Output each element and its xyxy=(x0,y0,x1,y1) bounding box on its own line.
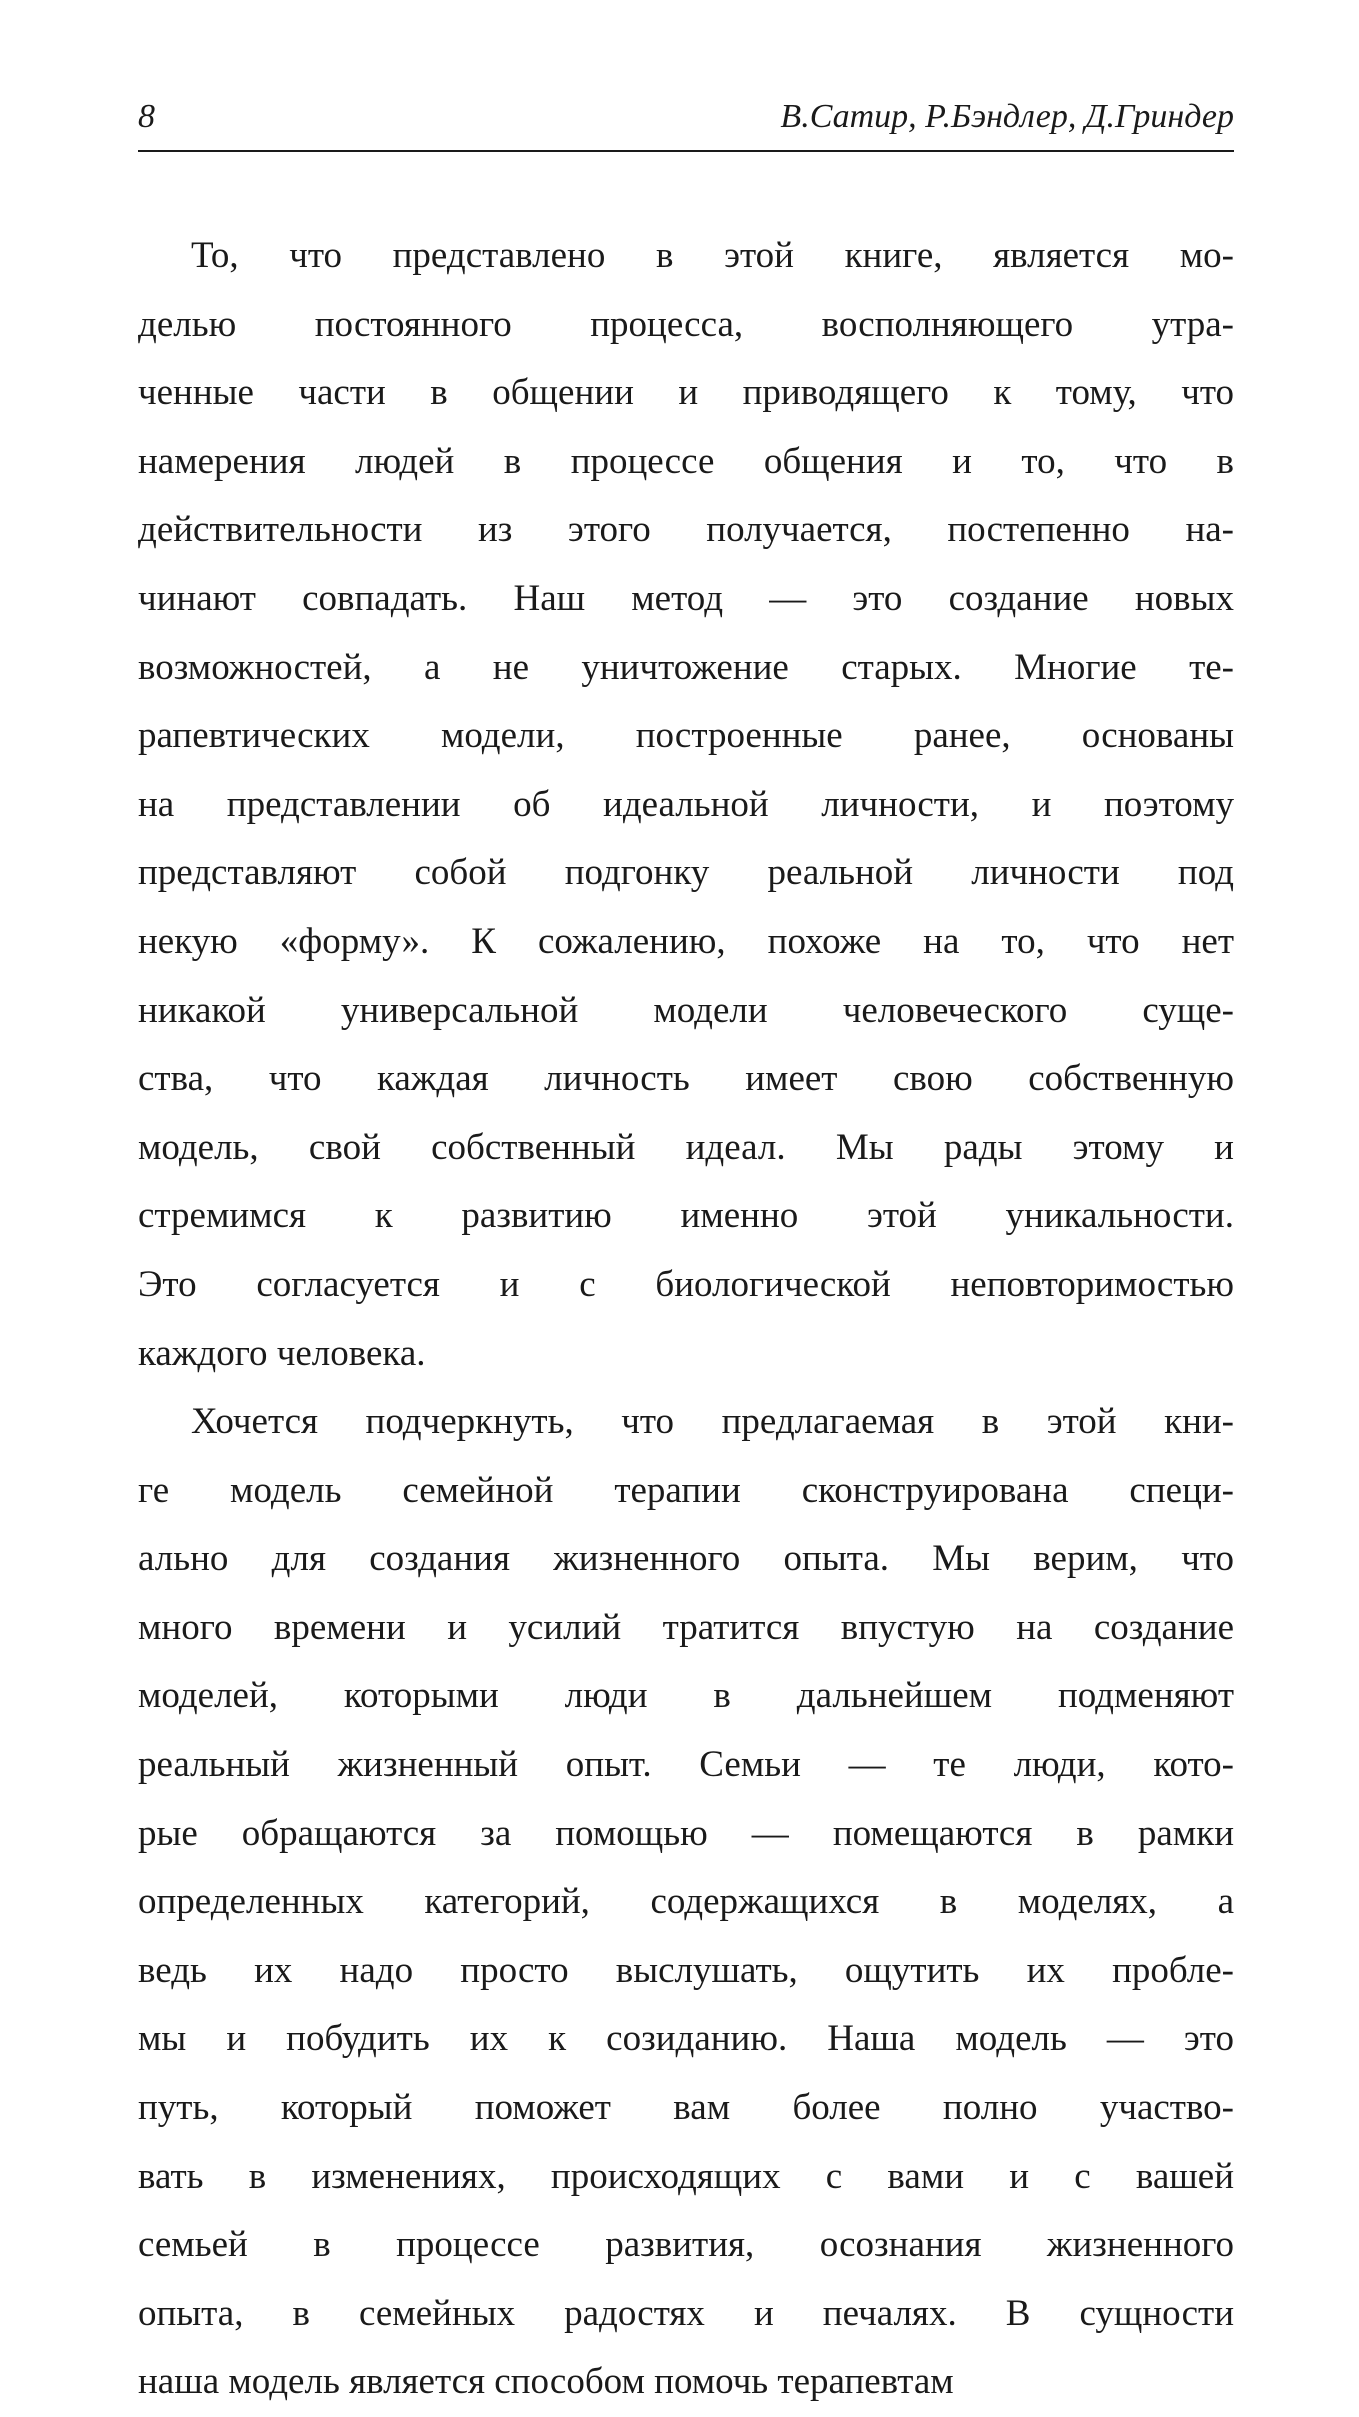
header-rule xyxy=(138,150,1234,152)
text-line: ченные части в общении и приводящего к тому, что xyxy=(138,372,1234,414)
text-line: чинают совпадать. Наш метод — это создание новых xyxy=(138,577,1234,619)
text-line: моделей, которыми люди в дальнейшем подменяют xyxy=(138,1675,1234,1717)
text-line: путь, который поможет вам более полно участво- xyxy=(138,2087,1234,2129)
paragraph xyxy=(138,222,1234,1388)
text-line: мы и побудить их к созиданию. Наша модель — это xyxy=(138,2018,1234,2060)
text-line: много времени и усилий тратится впустую на создание xyxy=(138,1606,1234,1648)
text-line: ге модель семейной терапии сконструирована специ- xyxy=(138,1469,1234,1511)
text-line: рапевтических модели, построенные ранее, основаны xyxy=(138,715,1234,757)
text-line: действительности из этого получается, постепенно на- xyxy=(138,509,1234,551)
text-line: реальный жизненный опыт. Семьи — те люди, кото- xyxy=(138,1744,1234,1786)
text-line: ально для создания жизненного опыта. Мы верим, что xyxy=(138,1538,1234,1580)
text-line: семьей в процессе развития, осознания жизненного xyxy=(138,2224,1234,2266)
text-line: представляют собой подгонку реальной личности под xyxy=(138,852,1234,894)
text-line: определенных категорий, содержащихся в моделях, а xyxy=(138,1881,1234,1923)
text-line: наша модель является способом помочь терапевтам xyxy=(138,2361,954,2403)
text-line: намерения людей в процессе общения и то, что в xyxy=(138,440,1234,482)
text-line: на представлении об идеальной личности, и поэтому xyxy=(138,783,1234,825)
text-line: каждого человека. xyxy=(138,1332,426,1374)
running-head xyxy=(138,98,1234,146)
running-head-authors: В.Сатир, Р.Бэндлер, Д.Гриндер xyxy=(780,98,1234,135)
text-line: вать в изменениях, происходящих с вами и с вашей xyxy=(138,2155,1234,2197)
text-line: некую «форму». К сожалению, похоже на то, что нет xyxy=(138,920,1234,962)
text-line: Это согласуется и с биологической неповторимостью xyxy=(138,1263,1234,1305)
text-line: возможностей, а не уничтожение старых. Многие те- xyxy=(138,646,1234,688)
text-line: никакой универсальной модели человеческого суще- xyxy=(138,989,1234,1031)
body-text xyxy=(138,222,1234,2417)
text-line: То, что представлено в этой книге, является мо- xyxy=(191,235,1234,276)
text-line: модель, свой собственный идеал. Мы рады этому и xyxy=(138,1126,1234,1168)
text-line: ведь их надо просто выслушать, ощутить их пробле- xyxy=(138,1949,1234,1991)
text-line: стремимся к развитию именно этой уникальности. xyxy=(138,1195,1234,1237)
text-line: Хочется подчеркнуть, что предлагаемая в этой кни- xyxy=(191,1401,1234,1443)
text-line: делью постоянного процесса, восполняющего утра- xyxy=(138,303,1234,345)
text-line: рые обращаются за помощью — помещаются в рамки xyxy=(138,1812,1234,1854)
text-line: ства, что каждая личность имеет свою собственную xyxy=(138,1058,1234,1100)
paragraph xyxy=(138,1388,1234,2417)
page-number: 8 xyxy=(138,98,155,135)
text-line: опыта, в семейных радостях и печалях. В сущности xyxy=(138,2292,1234,2334)
